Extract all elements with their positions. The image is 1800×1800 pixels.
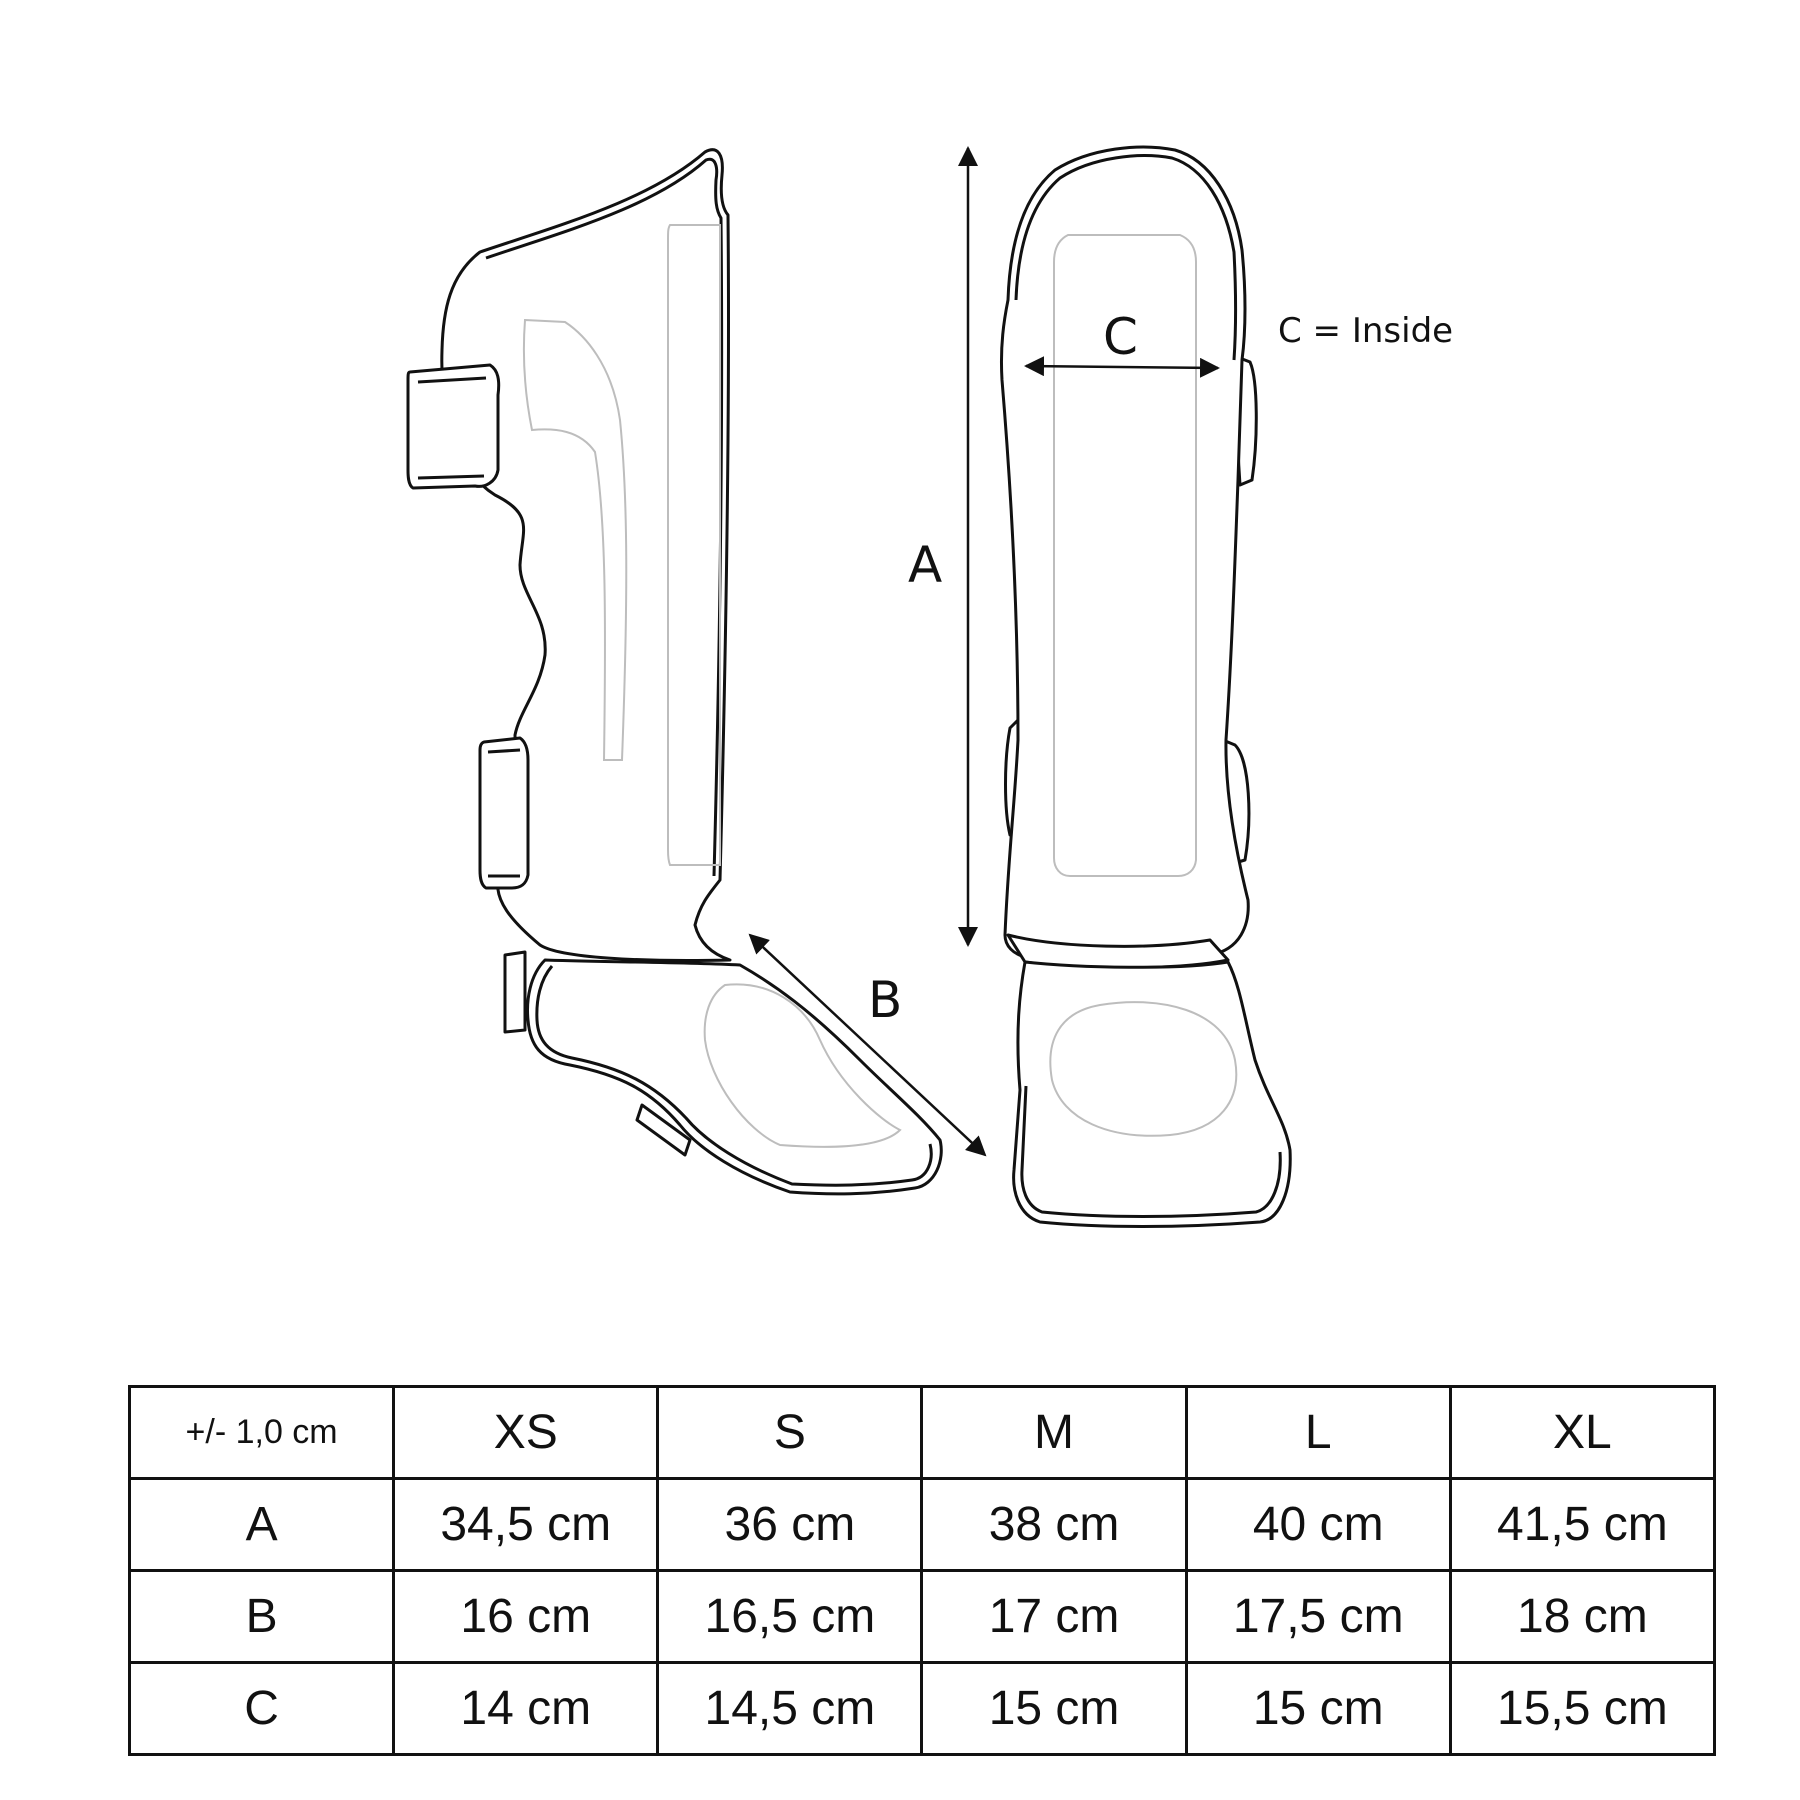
- front-view-shin-shell: [1001, 147, 1248, 963]
- table-row: [130, 1663, 1715, 1755]
- table-cell: 14 cm: [394, 1663, 658, 1755]
- table-cell: 36 cm: [658, 1479, 922, 1571]
- table-cell: 15 cm: [1186, 1663, 1450, 1755]
- size-header-l: L: [1186, 1387, 1450, 1479]
- table-cell: 40 cm: [1186, 1479, 1450, 1571]
- table-cell: 16 cm: [394, 1571, 658, 1663]
- table-cell: 41,5 cm: [1450, 1479, 1714, 1571]
- side-view-strap-upper: [408, 365, 499, 488]
- dimension-c-label: C: [1103, 308, 1138, 366]
- side-view-strap-lower: [480, 738, 528, 888]
- row-label: C: [130, 1663, 394, 1755]
- table-cell: 38 cm: [922, 1479, 1186, 1571]
- table-cell: 15,5 cm: [1450, 1663, 1714, 1755]
- table-cell: 18 cm: [1450, 1571, 1714, 1663]
- table-cell: 15 cm: [922, 1663, 1186, 1755]
- size-header-xl: XL: [1450, 1387, 1714, 1479]
- dimension-a-label: A: [908, 536, 943, 594]
- table-header-row: [130, 1387, 1715, 1479]
- front-view-guard: [1001, 147, 1290, 1226]
- tolerance-cell: +/- 1,0 cm: [130, 1387, 394, 1479]
- dimension-b-label: B: [868, 971, 903, 1029]
- side-view-heel-tab: [505, 952, 525, 1032]
- side-view-guard: [408, 150, 941, 1194]
- row-label: A: [130, 1479, 394, 1571]
- table-row: [130, 1479, 1715, 1571]
- c-inside-note: C = Inside: [1278, 311, 1454, 351]
- size-header-xs: XS: [394, 1387, 658, 1479]
- table-cell: 17,5 cm: [1186, 1571, 1450, 1663]
- table-cell: 16,5 cm: [658, 1571, 922, 1663]
- table-cell: 14,5 cm: [658, 1663, 922, 1755]
- table-cell: 34,5 cm: [394, 1479, 658, 1571]
- table-cell: 17 cm: [922, 1571, 1186, 1663]
- size-table: [128, 1385, 1716, 1756]
- size-header-s: S: [658, 1387, 922, 1479]
- row-label: B: [130, 1571, 394, 1663]
- table-row: [130, 1571, 1715, 1663]
- size-header-m: M: [922, 1387, 1186, 1479]
